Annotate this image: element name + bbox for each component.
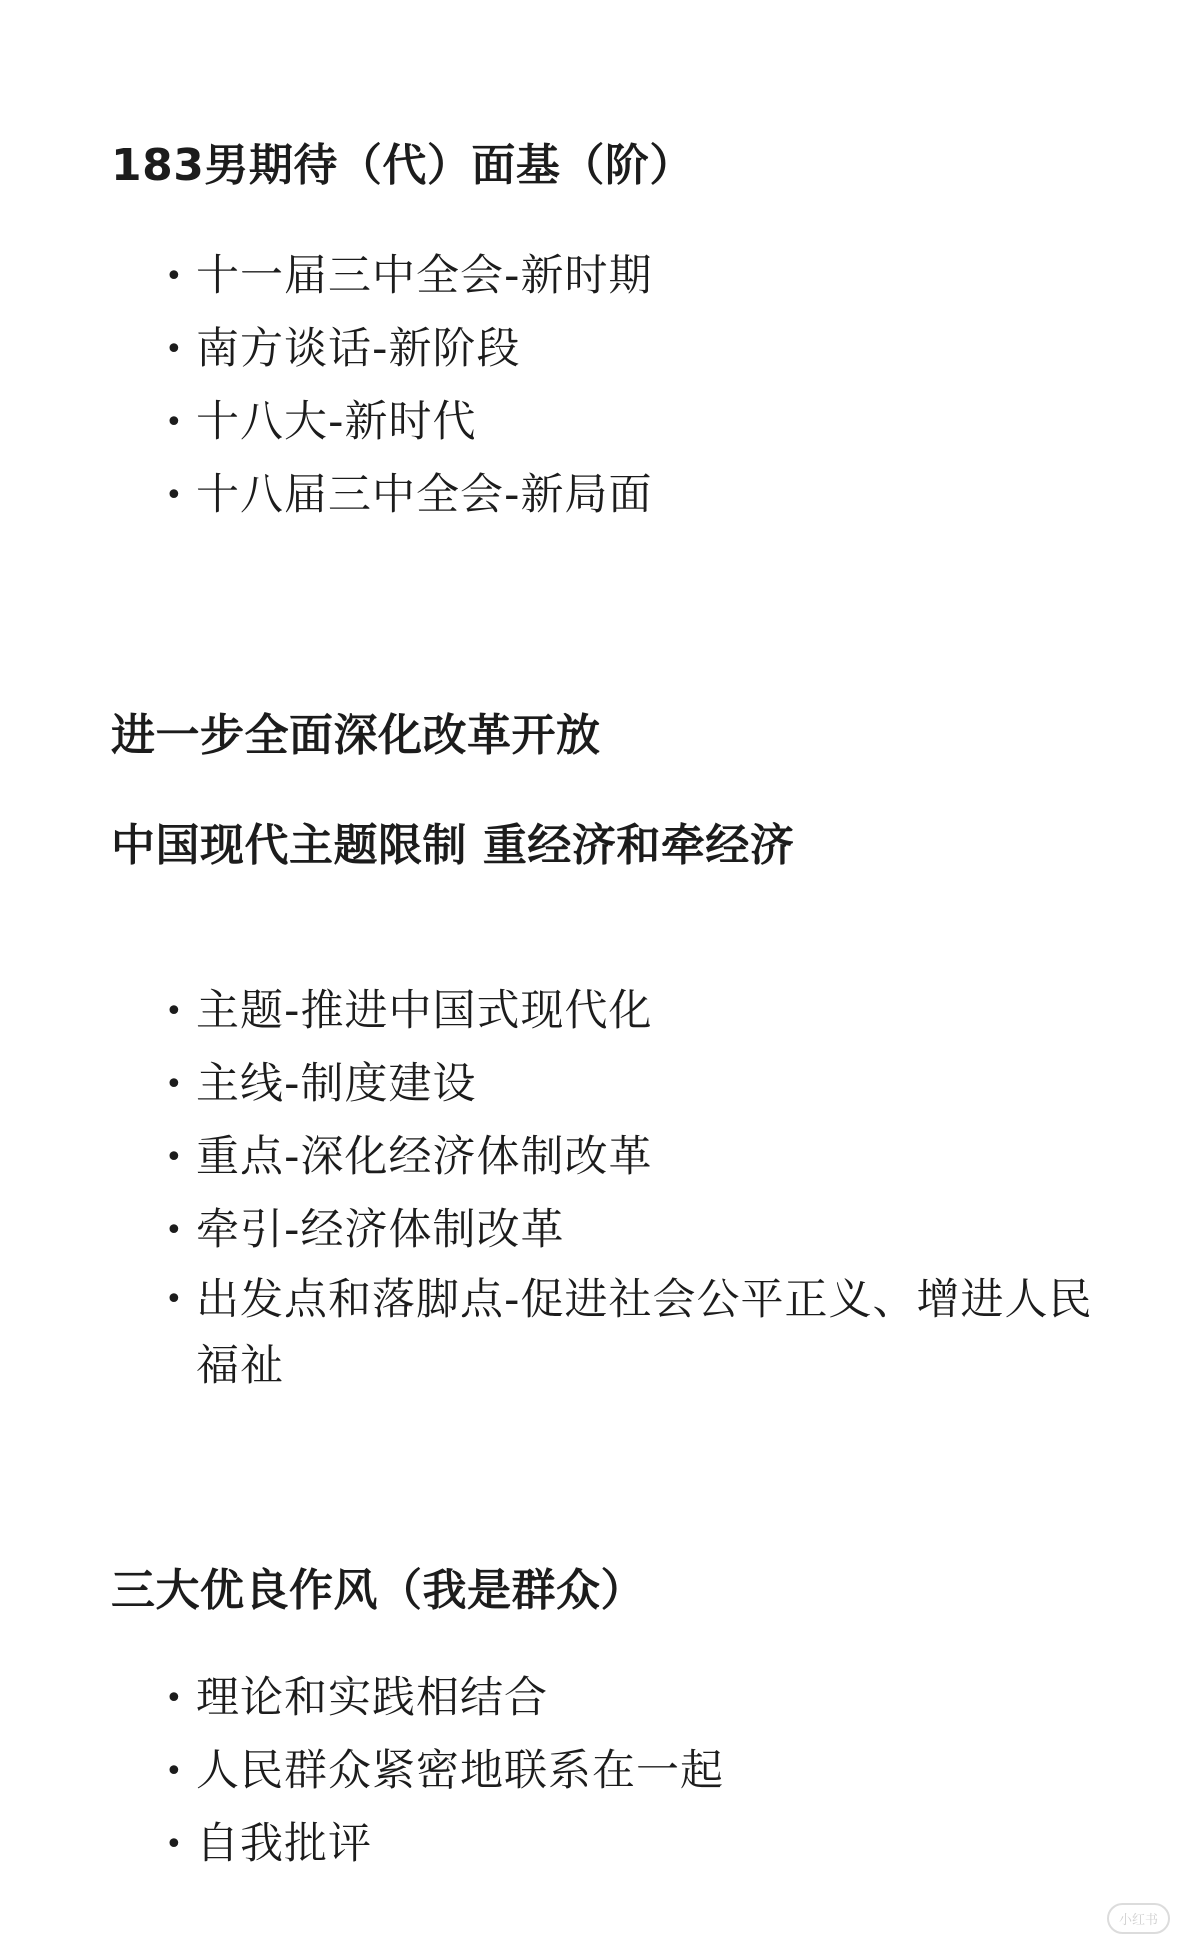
list-item: • 出发点和落脚点-促进社会公平正义、增进人民福祉 — [160, 1267, 1096, 1399]
section-1-heading: 183男期待（代）面基（阶） — [111, 140, 694, 191]
section-3-list — [160, 1662, 724, 1881]
bullet-icon: • — [165, 1140, 184, 1175]
watermark-logo: 小红书 — [1107, 1903, 1170, 1934]
section-3-heading: 三大优良作风（我是群众） — [111, 1565, 645, 1616]
list-item: • 自我批评 — [160, 1808, 724, 1881]
bullet-icon: • — [165, 1681, 184, 1716]
section-2-list — [160, 975, 1096, 1399]
bullet-icon: • — [165, 1827, 184, 1862]
list-item: • 十一届三中全会-新时期 — [160, 240, 653, 313]
list-item: • 主题-推进中国式现代化 — [160, 975, 1096, 1048]
watermark — [1107, 1903, 1170, 1934]
section-2-subheading: 中国现代主题限制 重经济和牵经济 — [111, 820, 795, 871]
list-item: • 十八大-新时代 — [160, 386, 653, 459]
list-item: • 理论和实践相结合 — [160, 1662, 724, 1735]
bullet-icon: • — [165, 259, 184, 294]
bullet-icon: • — [165, 1754, 184, 1789]
bullet-icon: • — [165, 332, 184, 367]
section-2-heading: 进一步全面深化改革开放 — [111, 710, 601, 761]
list-item: • 牵引-经济体制改革 — [160, 1194, 1096, 1267]
bullet-icon: • — [165, 1213, 184, 1248]
bullet-icon: • — [165, 405, 184, 440]
list-item: • 十八届三中全会-新局面 — [160, 459, 653, 532]
bullet-icon: • — [165, 1282, 184, 1317]
list-item: • 南方谈话-新阶段 — [160, 313, 653, 386]
bullet-icon: • — [165, 994, 184, 1029]
list-item: • 主线-制度建设 — [160, 1048, 1096, 1121]
list-item: • 人民群众紧密地联系在一起 — [160, 1735, 724, 1808]
section-1-list — [160, 240, 653, 532]
list-item: • 重点-深化经济体制改革 — [160, 1121, 1096, 1194]
bullet-icon: • — [165, 478, 184, 513]
bullet-icon: • — [165, 1067, 184, 1102]
